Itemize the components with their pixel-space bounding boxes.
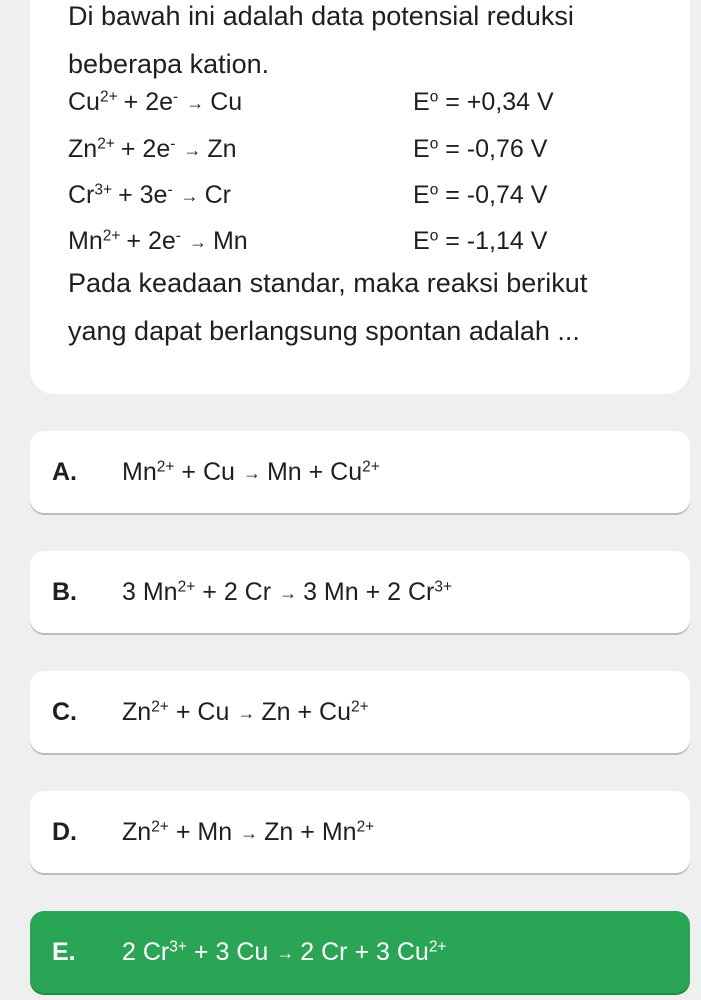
reduction-potential: $E^o = -1,14$ V [413, 227, 548, 255]
reduction-potential: $E^o = +0,34$ V [413, 88, 554, 116]
half-reaction-row [68, 85, 668, 119]
question-prompt-line-1: Pada keadaan standar, maka reaksi berikut [68, 268, 588, 298]
half-reaction: $Mn^{2+} + 2e^- \to Mn$ [68, 227, 248, 255]
arrow-icon: → [237, 703, 256, 724]
arrow-icon: → [240, 823, 259, 844]
arrow-icon: → [180, 186, 199, 207]
option-letter: C. [52, 698, 77, 726]
answer-option-b[interactable] [30, 551, 690, 633]
answer-option-d[interactable] [30, 791, 690, 873]
question-card [30, 0, 690, 394]
reduction-potential: $E^o = -0,76$ V [413, 135, 548, 163]
half-reaction: $Zn^{2+} + 2e^- \to Zn$ [68, 135, 237, 163]
half-reaction-row [68, 224, 668, 258]
option-letter: A. [52, 458, 77, 486]
arrow-icon: → [279, 583, 298, 604]
option-equation: 3 $Mn^{2+} + 2$ Cr → 3 Mn + 2 $Cr^{3+}$ [122, 578, 453, 606]
question-intro-line-2: beberapa kation. [68, 49, 270, 79]
option-letter: D. [52, 818, 77, 846]
answer-option-c[interactable] [30, 671, 690, 753]
half-reaction: $Cr^{3+} + 3e^- \to Cr$ [68, 181, 231, 209]
option-equation: $Mn^{2+} + Cu \to Mn + Cu^{2+}$ [122, 458, 380, 486]
question-prompt-line-2: yang dapat berlangsung spontan adalah ... [68, 316, 580, 346]
half-reaction-row [68, 178, 668, 212]
question-intro-line-1: Di bawah ini adalah data potensial reduksi [68, 1, 574, 31]
option-equation: $Zn^{2+} + Cu \to Zn + Cu^{2+}$ [122, 698, 369, 726]
option-letter: E. [52, 938, 76, 966]
answer-option-e[interactable] [30, 911, 690, 993]
reduction-potential: $E^o = -0,74$ V [413, 181, 548, 209]
answer-option-a[interactable] [30, 431, 690, 513]
option-equation: $Zn^{2+} + Mn \to Zn + Mn^{2+}$ [122, 818, 375, 846]
option-equation: 2 $Cr^{3+} + 3$ Cu → 2 Cr + 3 $Cu^{2+}$ [122, 938, 447, 966]
half-reaction: $Cu^{2+} + 2e^- \to Cu$ [68, 88, 243, 116]
option-letter: B. [52, 578, 77, 606]
arrow-icon: → [188, 232, 207, 253]
arrow-icon: → [242, 463, 261, 484]
arrow-icon: → [183, 140, 202, 161]
arrow-icon: → [276, 943, 295, 964]
half-reaction-row [68, 132, 668, 166]
arrow-icon: → [186, 93, 205, 114]
